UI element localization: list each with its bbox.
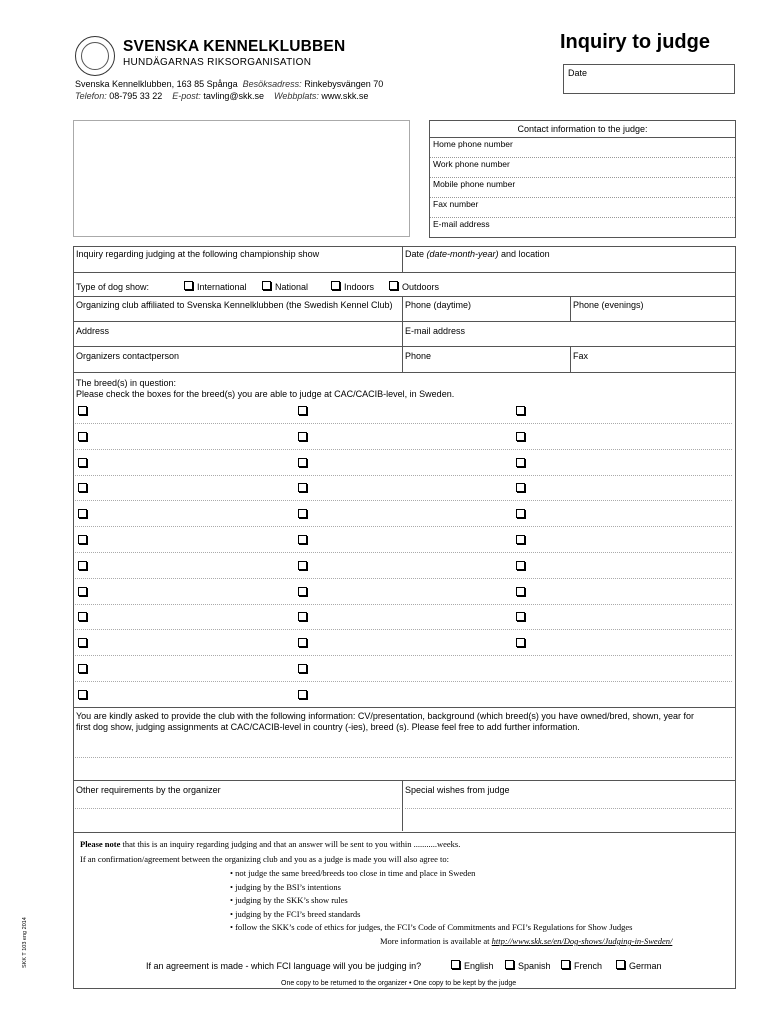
breed-checkbox[interactable] xyxy=(298,483,307,492)
breed-checkbox[interactable] xyxy=(298,664,307,673)
international-label: International xyxy=(197,282,247,292)
breed-checkbox[interactable] xyxy=(78,612,87,621)
email-field[interactable]: E-mail address xyxy=(433,219,490,229)
date-location-label: Date (date-month-year) and location xyxy=(405,249,550,259)
club-label: Organizing club affiliated to Svenska Kennelklubben (the Swedish Kennel Club) xyxy=(76,300,393,310)
organizer-requirements-label: Other requirements by the organizer xyxy=(76,785,221,795)
breed-checkbox[interactable] xyxy=(516,509,525,518)
contact-person-label: Organizers contactperson xyxy=(76,351,180,361)
breed-checkbox[interactable] xyxy=(78,509,87,518)
breed-checkbox[interactable] xyxy=(516,458,525,467)
copy-note: One copy to be returned to the organizer • One copy to be kept by the judge xyxy=(281,980,517,987)
org-subtitle: HUNDÄGARNAS RIKSORGANISATION xyxy=(123,57,312,68)
breed-checkbox[interactable] xyxy=(516,406,525,415)
org-address: Svenska Kennelklubben, 163 85 Spånga Besöksadress: Rinkebysvängen 70 Telefon: 08-795 33 22 E-post: tavling@skk.se Webbplats: www.skk.se xyxy=(75,79,384,101)
english-checkbox[interactable] xyxy=(451,960,460,969)
breed-checkbox[interactable] xyxy=(78,458,87,467)
date-field[interactable]: Date xyxy=(563,64,735,94)
breed-checkbox[interactable] xyxy=(298,535,307,544)
club-email-label: E-mail address xyxy=(405,326,466,336)
mobile-phone-field[interactable]: Mobile phone number xyxy=(430,178,735,198)
breed-checkbox[interactable] xyxy=(78,587,87,596)
breed-checkbox[interactable] xyxy=(298,612,307,621)
spanish-label: Spanish xyxy=(518,961,551,971)
breed-checkbox[interactable] xyxy=(516,432,525,441)
photo-area[interactable] xyxy=(73,120,410,237)
please-note-text: Please note that this is an inquiry regarding judging and that an answer will be sent to you within ...........weeks. xyxy=(80,839,461,849)
fax-field[interactable]: Fax number xyxy=(430,198,735,218)
skk-logo-seal xyxy=(75,36,115,76)
indoors-label: Indoors xyxy=(344,282,375,292)
show-type-label: Type of dog show: xyxy=(76,282,150,292)
form-title: Inquiry to judge xyxy=(560,31,710,53)
french-checkbox[interactable] xyxy=(561,960,570,969)
form-code: SKK T 103 eng 2014 xyxy=(22,917,28,968)
breeds-label: The breed(s) in question: Please check the boxes for the breed(s) you are able to judge at CAC/CACIB-level, in Sweden. xyxy=(76,378,455,399)
english-label: English xyxy=(464,961,494,971)
breed-checkbox[interactable] xyxy=(298,509,307,518)
german-checkbox[interactable] xyxy=(616,960,625,969)
breed-checkbox[interactable] xyxy=(78,638,87,647)
breed-checkbox[interactable] xyxy=(78,483,87,492)
info-link[interactable]: http://www.skk.se/en/Dog-shows/Judging-in-Sweden/ xyxy=(491,936,673,946)
judge-contact-box xyxy=(429,120,736,238)
info-request-text: You are kindly asked to provide the club with the following information: CV/presentation, background (which breed(s) you have owned/bred, shown, year for first dog show, judging assignments at CAC/CACIB-level in country (-ies), breed (s). Please feel free to add further information. xyxy=(76,711,695,732)
club-fax-label: Fax xyxy=(573,351,589,361)
phone-eve-label: Phone (evenings) xyxy=(573,300,644,310)
outdoors-checkbox[interactable] xyxy=(389,281,398,290)
contact-heading: Contact information to the judge: xyxy=(430,121,735,138)
spanish-checkbox[interactable] xyxy=(505,960,514,969)
agreement-bullets: • not judge the same breed/breeds too close in time and place in Sweden • judging by the BSI’s intentions • judging by the SKK’s show rules • judging by the FCI’s breed standards • follow the SKK’s code of ethics for judges, the FCI’s Code of Commitments and FCI’s Regulations for Show Judges xyxy=(230,868,633,932)
address-label: Address xyxy=(76,326,110,336)
org-name: SVENSKA KENNELKLUBBEN xyxy=(123,38,346,55)
breed-checkbox[interactable] xyxy=(516,612,525,621)
breed-checkbox[interactable] xyxy=(516,561,525,570)
breed-checkbox[interactable] xyxy=(78,535,87,544)
breed-checkbox[interactable] xyxy=(516,483,525,492)
breed-checkbox[interactable] xyxy=(298,561,307,570)
inquiry-label: Inquiry regarding judging at the following championship show xyxy=(76,249,320,259)
breed-checkbox[interactable] xyxy=(298,638,307,647)
breed-checkbox[interactable] xyxy=(78,432,87,441)
club-phone-label: Phone xyxy=(405,351,432,361)
breed-checkbox[interactable] xyxy=(298,587,307,596)
breed-checkbox[interactable] xyxy=(516,587,525,596)
more-info-line: More information is available at http://www.skk.se/en/Dog-shows/Judging-in-Sweden/ xyxy=(380,936,673,946)
phone-day-label: Phone (daytime) xyxy=(405,300,472,310)
indoors-checkbox[interactable] xyxy=(331,281,340,290)
breed-checkbox[interactable] xyxy=(516,638,525,647)
national-label: National xyxy=(275,282,309,292)
german-label: German xyxy=(629,961,662,971)
home-phone-field[interactable]: Home phone number xyxy=(430,138,735,158)
breed-checkbox[interactable] xyxy=(78,664,87,673)
national-checkbox[interactable] xyxy=(262,281,271,290)
breed-checkbox[interactable] xyxy=(298,690,307,699)
breed-checkbox[interactable] xyxy=(78,561,87,570)
outdoors-label: Outdoors xyxy=(402,282,440,292)
breed-checkbox[interactable] xyxy=(516,535,525,544)
breed-checkbox[interactable] xyxy=(78,406,87,415)
breed-checkbox[interactable] xyxy=(298,458,307,467)
agreement-intro: If an confirmation/agreement between the organizing club and you as a judge is made you will also agree to: xyxy=(80,854,449,864)
work-phone-field[interactable]: Work phone number xyxy=(430,158,735,178)
judge-wishes-label: Special wishes from judge xyxy=(405,785,510,795)
language-question: If an agreement is made - which FCI language will you be judging in? xyxy=(146,961,422,971)
breed-checkbox[interactable] xyxy=(78,690,87,699)
breed-checkbox[interactable] xyxy=(298,432,307,441)
french-label: French xyxy=(574,961,603,971)
breed-checkbox[interactable] xyxy=(298,406,307,415)
international-checkbox[interactable] xyxy=(184,281,193,290)
